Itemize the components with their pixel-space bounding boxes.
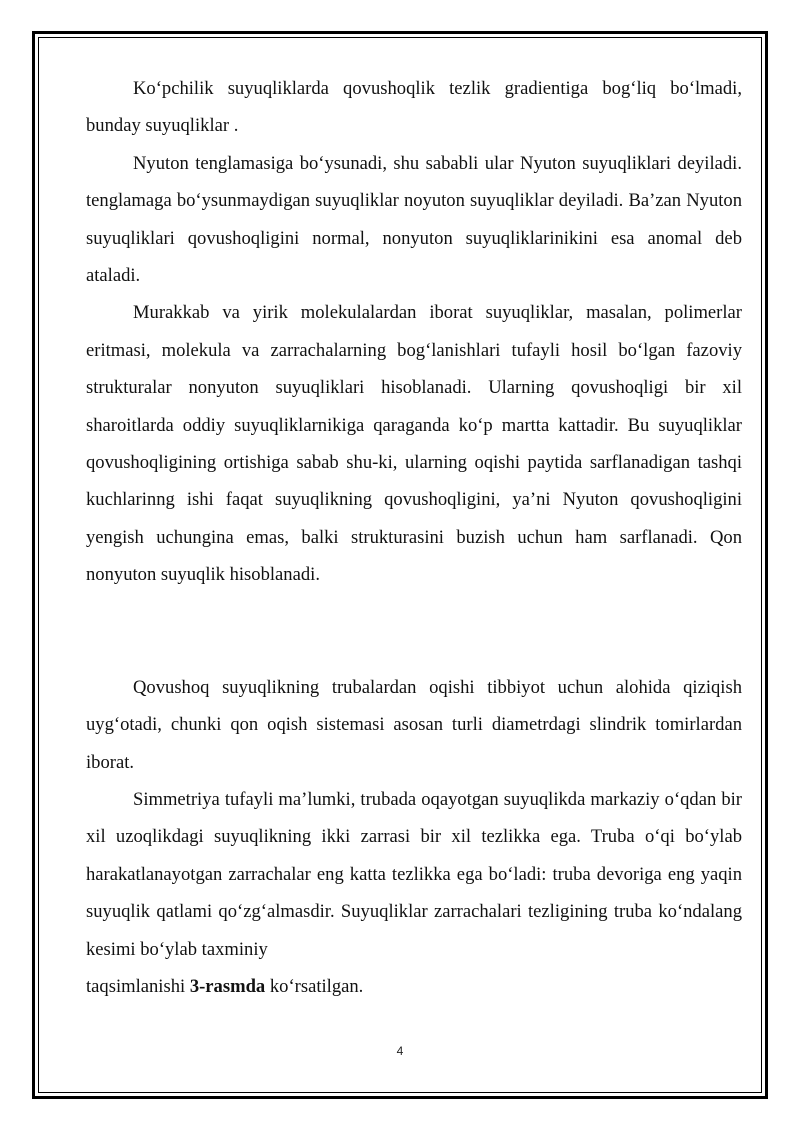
paragraph: Nyuton tenglamasiga bo‘ysunadi, shu sababli ular Nyuton suyuqliklari deyiladi. tenglamaga bo‘ysunmaydigan suyuqliklar noyuton suyuqliklar deyiladi. Ba’zan Nyuton suyuqliklari qovushoqligini normal, nonyuton suyuqliklarinikini esa anomal deb ataladi.	[86, 152, 742, 287]
paragraph-last-line	[86, 968, 742, 1005]
paragraph: Qovushoq suyuqlikning trubalardan oqishi tibbiyot uchun alohida qiziqish uyg‘otadi, chunki qon oqish sistemasi asosan turli diametrdagi slindrik tomirlardan iborat.	[86, 676, 742, 773]
paragraph-gap	[86, 594, 742, 669]
document-body	[86, 70, 742, 1005]
paragraph	[86, 781, 742, 968]
paragraph-text: Simmetriya tufayli ma’lumki, trubada oqayotgan suyuqlikda markaziy o‘qdan bir xil uzoqlikdagi suyuqlikning ikki zarrasi bir xil tezlikka ega. Truba o‘qi bo‘ylab harakatlanayotgan zarrachalar eng katta tezlikka ega bo‘ladi: truba devoriga eng yaqin suyuqlik qatlami qo‘zg‘almasdir. Suyuqliklar zarrachalari tezligining truba ko‘ndalang kesimi bo‘ylab taxminiy	[86, 788, 742, 960]
paragraph: Murakkab va yirik molekulalardan iborat suyuqliklar, masalan, polimerlar eritmasi, molekula va zarrachalarning bog‘lanishlari tufayli hosil bo‘lgan fazoviy strukturalar nonyuton suyuqliklari hisoblanadi. Ularning qovushoqligi bir xil sharoitlarda oddiy suyuqliklarnikiga qaraganda ko‘p martta kattadir. Bu suyuqliklar qovushoqligining ortishiga sabab shu-ki, ularning oqishi paytida sarflanadigan tashqi kuchlarinng ishi faqat suyuqlikning qovushoqligini, ya’ni Nyuton qovushoqligini yengish uchungina emas, balki strukturasini buzish uchun ham sarflanadi. Qon nonyuton suyuqlik hisoblanadi.	[86, 302, 742, 586]
page-number: 4	[396, 1044, 404, 1058]
figure-reference: 3-rasmda	[189, 975, 266, 997]
text: taqsimlanishi	[86, 975, 190, 997]
paragraph: Ko‘pchilik suyuqliklarda qovushoqlik tezlik gradientiga bog‘liq bo‘lmadi, bunday suyuqliklar .	[86, 78, 742, 137]
text: ko‘rsatilgan.	[265, 975, 364, 997]
